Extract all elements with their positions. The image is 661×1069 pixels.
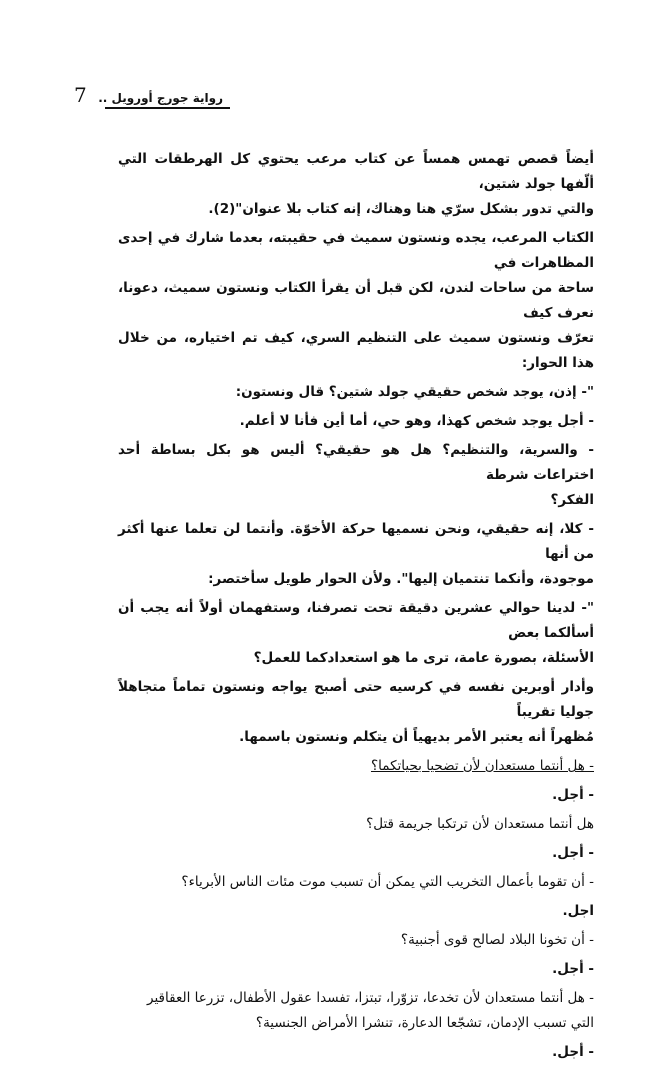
text-line: مُظهراً أنه يعتبر الأمر بديهياً أن يتكلم ونستون باسمها. [239, 729, 594, 745]
text-line: أيضاً قصص تهمس همساً عن كتاب مرعب يحتوي كل الهرطقات التي ألّفها جولد شتين، [118, 151, 594, 192]
dialogue-line-10 [118, 1040, 594, 1065]
text-line: تعرّف ونستون سميث على التنظيم السري، كيف تم اختياره، من خلال هذا الحوار: [118, 330, 594, 371]
text-line: - أجل. [552, 787, 594, 803]
dialogue-line-7 [118, 928, 594, 953]
text-line: - أجل. [552, 845, 594, 861]
paragraph-8 [118, 675, 594, 750]
text-line: التي تسبب الإدمان، تشجّعا الدعارة، تنشرا الأمراض الجنسية؟ [255, 1015, 594, 1031]
paragraph-2 [118, 226, 594, 376]
dialogue-line-9 [118, 986, 594, 1036]
page-body [118, 147, 594, 1069]
dialogue-line-1 [118, 754, 594, 779]
text-line: - هل أنتما مستعدان لأن تضحيا بحياتكما؟ [370, 758, 594, 774]
dialogue-line-3 [118, 812, 594, 837]
text-line: - أجل. [552, 961, 594, 977]
paragraph-3 [118, 380, 594, 405]
text-line: هل أنتما مستعدان لأن ترتكبا جريمة قتل؟ [366, 816, 594, 832]
text-line: - والسرية، والتنظيم؟ هل هو حقيقي؟ أليس هو بكل بساطة أحد اختراعات شرطة [118, 442, 594, 483]
text-line: موجودة، وأنكما تنتميان إليها". ولأن الحوار طويل سأختصر: [208, 571, 594, 587]
dialogue-line-6 [118, 899, 594, 924]
text-line: - أن تخونا البلاد لصالح قوى أجنبية؟ [400, 932, 594, 948]
dialogue-line-2 [118, 783, 594, 808]
text-line: ساحة من ساحات لندن، لكن قبل أن يقرأ الكتاب ونستون سميث، دعونا، نعرف كيف [118, 280, 594, 321]
text-line: الكتاب المرعب، يجده ونستون سميث في حقيبته، بعدما شارك في إحدى المظاهرات في [118, 230, 594, 271]
text-line: - أجل يوجد شخص كهذا، وهو حي، أما أين فأنا لا أعلم. [239, 413, 594, 429]
dialogue-line-5 [118, 870, 594, 895]
header-rule [105, 107, 230, 109]
dialogue-line-4 [118, 841, 594, 866]
text-line: اجل. [562, 903, 594, 919]
paragraph-5 [118, 438, 594, 513]
text-line: - هل أنتما مستعدان لأن تخدعا، تزوّرا، تبتزا، تفسدا عقول الأطفال، تزرعا العقاقير [147, 990, 594, 1006]
text-line: - أن تقوما بأعمال التخريب التي يمكن أن تسبب موت مئات الناس الأبرياء؟ [181, 874, 594, 890]
paragraph-6 [118, 517, 594, 592]
text-line: الفكر؟ [550, 492, 594, 508]
dialogue-line-8 [118, 957, 594, 982]
paragraph-4 [118, 409, 594, 434]
text-line: - أجل. [552, 1044, 594, 1060]
text-line: "- إذن، يوجد شخص حقيقي جولد شتين؟ قال ونستون: [235, 384, 594, 400]
text-line: الأسئلة، بصورة عامة، ترى ما هو استعدادكما للعمل؟ [253, 650, 594, 666]
book-title: رواية جورج أورويل .. [98, 91, 223, 105]
paragraph-7 [118, 596, 594, 671]
text-line: وأدار أوبرين نفسه في كرسيه حتى أصبح يواجه ونستون تماماً متجاهلاً جوليا تقريباً [118, 679, 594, 720]
text-line: - كلا، إنه حقيقي، ونحن نسميها حركة الأخوّة. وأنتما لن تعلما عنها أكثر من أنها [118, 521, 594, 562]
text-line: والتي تدور بشكل سرّي هنا وهناك، إنه كتاب بلا عنوان"(2). [208, 201, 594, 217]
text-line: "- لدينا حوالي عشرين دقيقة تحت تصرفنا، وستفهمان أولاً أنه يجب أن أسألكما بعض [118, 600, 594, 641]
paragraph-1 [118, 147, 594, 222]
page-number: 7 [74, 83, 87, 107]
